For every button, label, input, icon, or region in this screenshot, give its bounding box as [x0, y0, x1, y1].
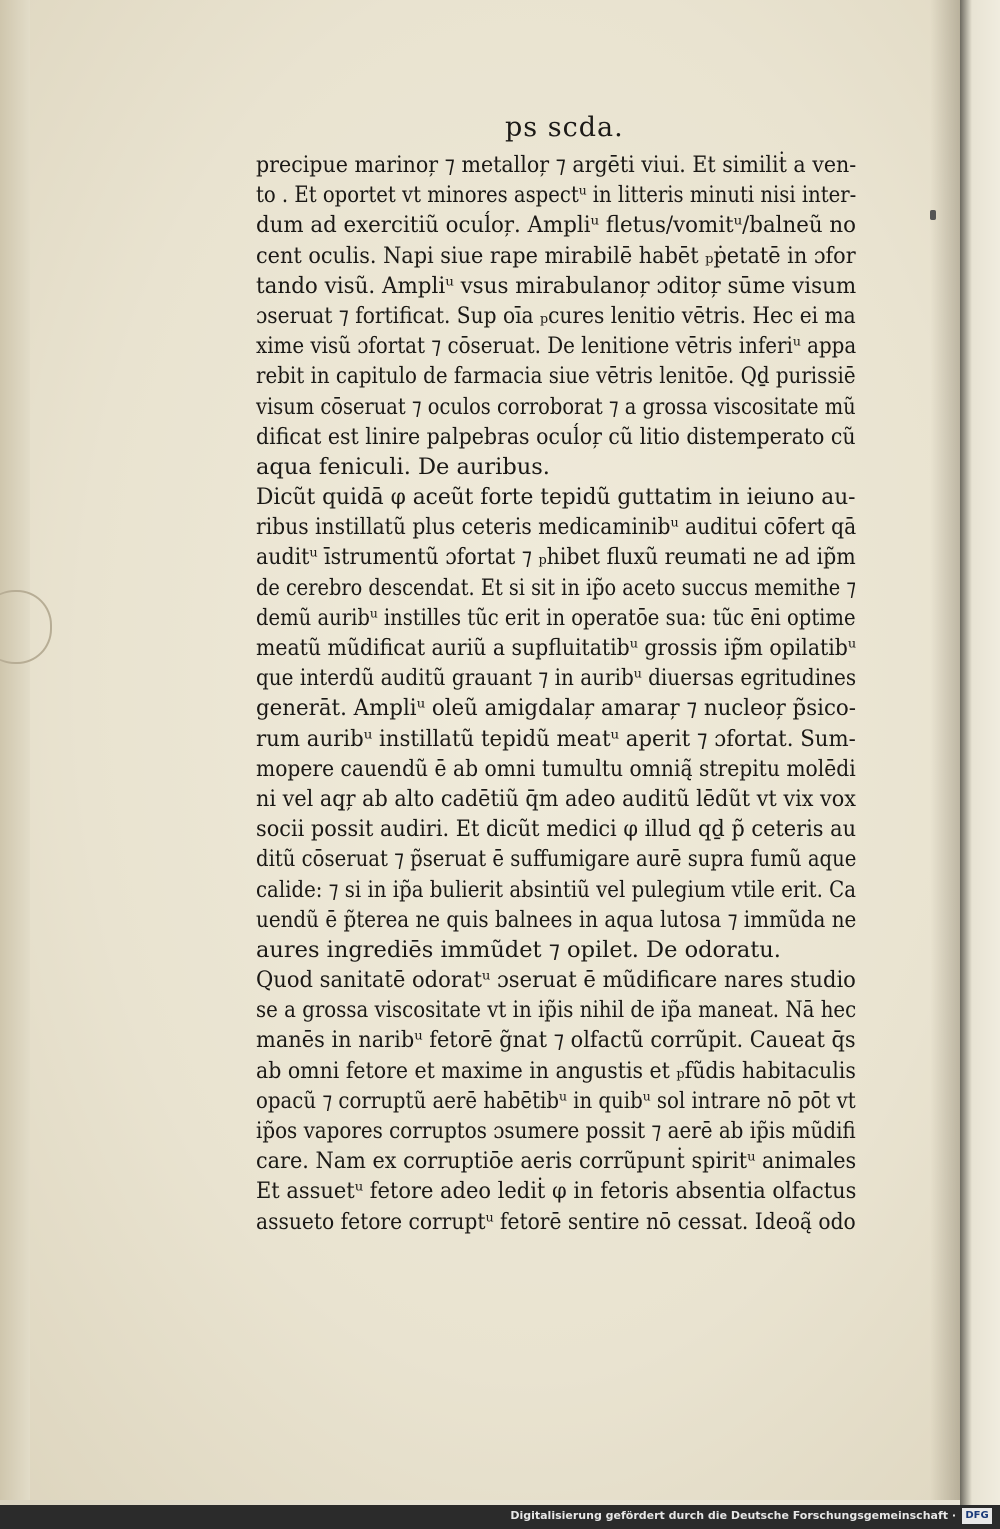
running-head: ps scda. — [505, 112, 624, 143]
text-line: ribus instillatũ plus ceteris medicaminibᵘ auditui cōfert qā — [256, 514, 857, 541]
facing-page-edge — [960, 0, 1000, 1505]
text-line: ip̃os vapores corruptos ɔsumere possit ⁊ aerē ab ip̃is mũdifi — [256, 1118, 856, 1144]
text-line: cent oculis. Napi siue rape mirabilē habēt ₚṗetatē in ɔfor — [256, 242, 856, 269]
footer-bar — [0, 1505, 1000, 1529]
gutter-edge — [0, 0, 30, 1500]
text-line: assueto fetore corruptᵘ fetorē sentire nō cessat. Ideoą̃ odo — [256, 1208, 856, 1235]
text-line: rebit in capitulo de farmacia siue vētris lenitōe. Qḏ purissiē — [256, 363, 856, 390]
text-line: manēs in naribᵘ fetorē g̃nat ⁊ olfactũ corrũpit. Caueat q̄s — [256, 1027, 856, 1054]
text-line: ɔseruat ⁊ fortificat. Sup oīa ₚcures lenitio vētris. Hec ei ma — [256, 302, 856, 329]
text-line: ni vel aq̧ŗ ab alto cadētiũ q̄m adeo auditũ lēdũt vt vix vox — [256, 785, 856, 812]
text-line: calide: ⁊ si in ip̃a bulierit absintiũ vel pulegium vtile erit. Ca — [256, 876, 856, 903]
text-line: generāt. Ampliᵘ oleũ amigdalaŗ amaraŗ ⁊ nucleoŗ p̃sico‑ — [256, 695, 856, 722]
text-line: tando visũ. Ampliᵘ vsus mirabulanoŗ ɔditoŗ sūme visum — [256, 272, 857, 299]
text-line: de cerebro descendat. Et si sit in ip̃o aceto succus memithe ⁊ — [256, 574, 857, 601]
page-shadow — [930, 0, 960, 1500]
text-line: uendũ ē p̃terea ne quis balnees in aqua lutosa ⁊ immũda ne — [256, 906, 857, 933]
text-line: Quod sanitatē odoratᵘ ɔseruat ē mũdificare nares studio — [256, 967, 856, 994]
text-line: to . Et oportet vt minores aspectᵘ in litteris minuti nisi inter‑ — [256, 182, 857, 209]
margin-mark — [930, 210, 936, 220]
text-line: se a grossa viscositate vt in ip̃is nihil de ip̃a maneat. Nā hec — [256, 997, 857, 1024]
text-line: precipue marinoŗ ⁊ metalloŗ ⁊ argēti viui. Et similiṫ a ven‑ — [256, 152, 857, 178]
text-line: visum cōseruat ⁊ oculos corroborat ⁊ a grossa viscositate mũ — [256, 393, 856, 420]
text-line: demũ auribᵘ instilles tũc erit in operatōe sua: tũc ēni optime — [256, 604, 856, 631]
footer-credit: Digitalisierung gefördert durch die Deutsche Forschungsgemeinschaft · — [510, 1509, 956, 1522]
text-line: care. Nam ex corruptiōe aeris corrũpunṫ spiritᵘ animales — [256, 1148, 857, 1175]
text-line: Et assuetᵘ fetore adeo lediṫ φ in fetoris absentia olfactus — [256, 1178, 857, 1205]
text-line: mopere cauendũ ē ab omni tumultu omnią̃ strepitu molēdi — [256, 755, 856, 782]
text-line: socii possit audiri. Et dicũt medici φ illud qḏ p̃ ceteris au — [256, 816, 857, 843]
text-line: rum auribᵘ instillatũ tepidũ meatᵘ aperit ⁊ ɔfortat. Sum‑ — [256, 725, 856, 752]
text-line: ditũ cōseruat ⁊ p̃seruat ē suffumigare aurē supra fumũ aque — [256, 846, 857, 873]
text-line: aures ingrediēs immũdet ⁊ opilet. De odoratu. — [256, 936, 781, 963]
text-line: dificat est linire palpebras ocuĺoŗ cũ litio distemperato cũ — [256, 423, 856, 450]
text-line: opacũ ⁊ corruptũ aerē habētibᵘ in quibᵘ sol intrare nō pōt vt — [256, 1087, 856, 1114]
text-line: xime visũ ɔfortat ⁊ cōseruat. De lenitione vētris inferiᵘ appa — [256, 333, 857, 360]
text-line: meatũ mũdificat auriũ a supfluitatibᵘ grossis ip̃m opilatibᵘ — [256, 635, 856, 661]
text-line: Dicũt quidā φ aceũt forte tepidũ guttatim in ieiuno au‑ — [256, 484, 856, 511]
text-line: auditᵘ īstrumentũ ɔfortat ⁊ ₚhibet fluxũ reumati ne ad ip̃m — [256, 544, 856, 571]
dfg-logo: DFG — [962, 1508, 992, 1524]
text-line: ab omni fetore et maxime in angustis et ₚfũdis habitaculis — [256, 1057, 856, 1084]
text-line: dum ad exercitiũ ocuĺoŗ. Ampliᵘ fletus/vomitᵘ/balneũ no — [256, 212, 856, 239]
text-line: aqua feniculi. De auribus. — [256, 453, 550, 480]
text-block — [256, 150, 856, 1237]
ribbon-clip — [0, 590, 52, 664]
text-line: que interdũ auditũ grauant ⁊ in auribᵘ diuersas egritudines — [256, 665, 857, 692]
